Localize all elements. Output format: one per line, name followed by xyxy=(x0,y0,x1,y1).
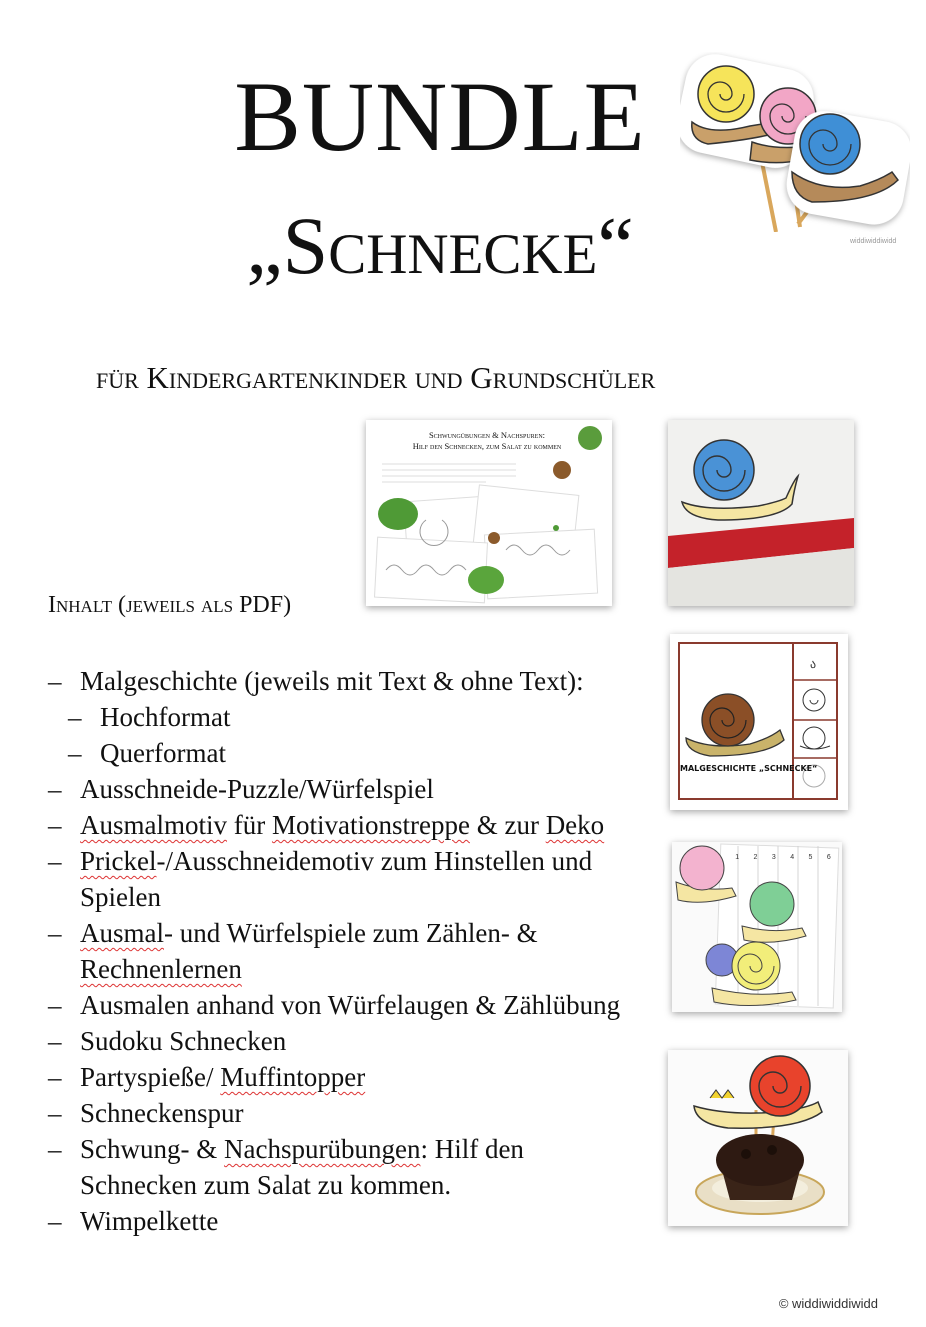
dice-number: 5 xyxy=(808,854,813,861)
snail-toppers-image xyxy=(680,52,910,232)
list-text-part: Prickel xyxy=(80,846,157,876)
copyright: © widdiwiddiwidd xyxy=(778,1296,878,1311)
worksheet-title1: Schwungübungen & Nachspuren: xyxy=(428,430,546,440)
worksheet-title2: Hilf den Schnecken, zum Salat zu kommen xyxy=(412,441,562,451)
bullet-dash: – xyxy=(48,774,62,804)
list-text-part: : Hilf den xyxy=(420,1134,524,1164)
snail-on-shelf-photo xyxy=(668,420,854,606)
list-item: Schneckenspur xyxy=(80,1098,244,1128)
list-text-part: Schwung- & xyxy=(80,1134,224,1164)
list-item xyxy=(80,915,538,951)
list-item-continuation: Schnecken zum Salat zu kommen. xyxy=(80,1170,452,1200)
dice-number: 6 xyxy=(826,854,831,861)
bullet-dash: – xyxy=(48,1206,62,1236)
bullet-dash: – xyxy=(48,1026,62,1056)
bullet-dash: – xyxy=(48,810,62,840)
subtitle: für Kindergartenkinder und Grundschüler xyxy=(96,360,656,395)
list-item: Sudoku Schnecken xyxy=(80,1026,287,1056)
title-bundle: BUNDLE xyxy=(234,61,646,172)
list-text-part: Deko xyxy=(545,810,605,840)
list-item-continuation xyxy=(80,951,242,987)
dice-game-thumbnail xyxy=(672,842,842,1012)
list-text-part: Partyspieße/ xyxy=(80,1062,221,1092)
watermark: widdiwiddiwidd xyxy=(850,238,897,245)
muffin-topper-photo xyxy=(668,1050,848,1226)
list-text-part: -/Ausschneidemotiv zum Hinstellen und xyxy=(156,846,593,876)
malgeschichte-label: MALGESCHICHTE „SCHNECKE“ xyxy=(680,764,818,773)
list-subitem: Querformat xyxy=(100,738,226,768)
bullet-dash: – xyxy=(48,918,62,948)
dice-number: 3 xyxy=(771,854,776,861)
bullet-dash: – xyxy=(68,738,82,768)
list-item: Malgeschichte (jeweils mit Text & ohne Text): xyxy=(80,666,584,696)
worksheet-thumbnail xyxy=(366,420,612,606)
list-item: Ausschneide-Puzzle/Würfelspiel xyxy=(80,774,434,804)
list-text-part: Ausmalmotiv xyxy=(80,810,227,840)
list-item-continuation: Spielen xyxy=(80,882,161,912)
bullet-dash: – xyxy=(48,846,62,876)
list-item: Wimpelkette xyxy=(80,1206,219,1236)
bullet-dash: – xyxy=(48,666,62,696)
bullet-dash: – xyxy=(48,1098,62,1128)
dice-number-row xyxy=(728,854,838,861)
list-text-part: - und Würfelspiele zum Zählen- & xyxy=(164,918,538,948)
list-text-part: Ausmal xyxy=(80,918,164,948)
list-subitem: Hochformat xyxy=(100,702,231,732)
dice-number: 2 xyxy=(753,854,758,861)
title-schnecke: „Schnecke“ xyxy=(246,200,634,291)
list-text-part: Muffintopper xyxy=(220,1062,366,1092)
list-item: Ausmalen anhand von Würfelaugen & Zählübung xyxy=(80,990,621,1020)
dice-number: 1 xyxy=(735,854,740,861)
list-item xyxy=(80,1131,524,1167)
list-text-part: Rechnenlernen xyxy=(80,954,242,984)
bullet-dash: – xyxy=(68,702,82,732)
svg-text:ა: ა xyxy=(810,657,817,671)
bullet-dash: – xyxy=(48,1134,62,1164)
list-item xyxy=(80,843,592,879)
list-text-part: & zur xyxy=(469,810,546,840)
contents-heading: Inhalt (jeweils als PDF) xyxy=(48,592,292,618)
bullet-dash: – xyxy=(48,990,62,1020)
bullet-dash: – xyxy=(48,1062,62,1092)
list-text-part: Motivationstreppe xyxy=(271,810,470,840)
list-item xyxy=(80,807,604,843)
malgeschichte-thumbnail xyxy=(670,634,848,810)
list-text-part: für xyxy=(227,810,272,840)
list-item xyxy=(80,1059,365,1095)
dice-number: 4 xyxy=(790,854,795,861)
list-text-part: Nachspurübungen xyxy=(224,1134,421,1164)
